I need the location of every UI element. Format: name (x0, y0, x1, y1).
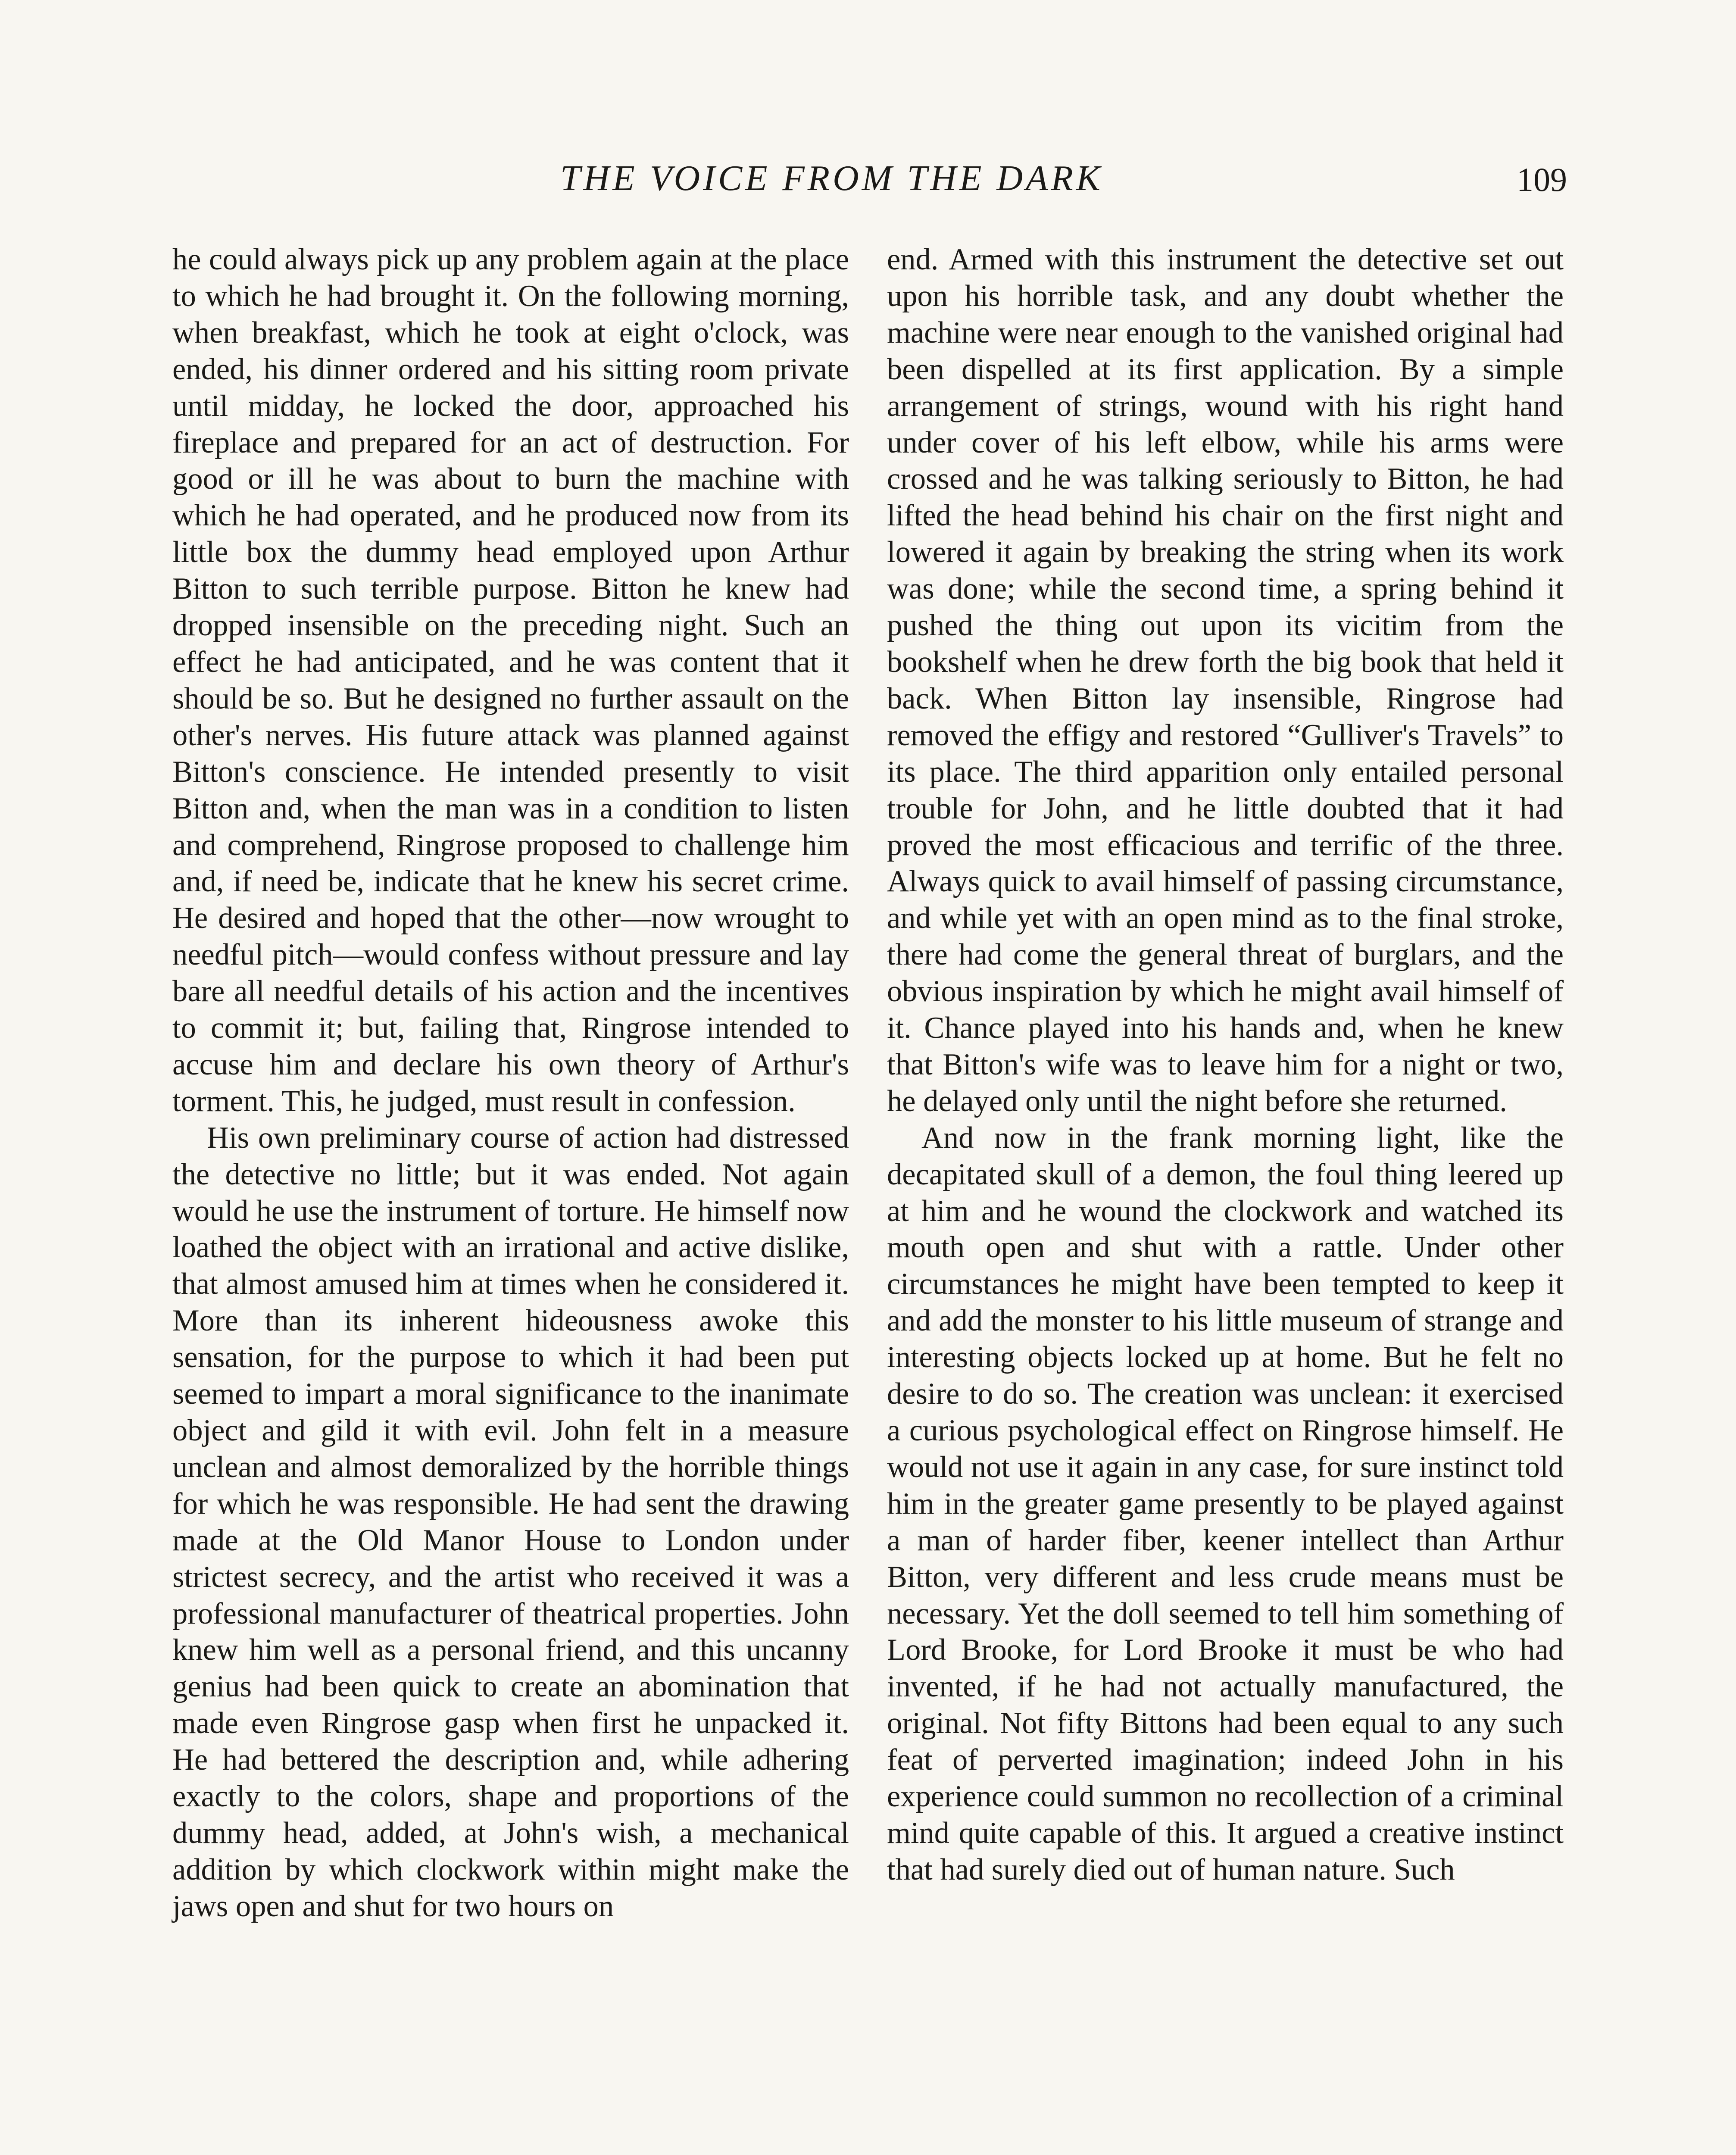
right-column (887, 241, 1564, 1888)
right-paragraph-1: end. Armed with this instrument the detective set out upon his horrible task, and any doubt whether the machine were near enough to the vanished original had been dispelled at its first application. By a simple arrangement of strings, wound with his right hand under cover of his left elbow, while his arms were crossed and he was talking seriously to Bitton, he had lifted the head behind his chair on the first night and lowered it again by breaking the string when its work was done; while the second time, a spring behind it pushed the thing out upon its vicitim from the bookshelf when he drew forth the big book that held it back. When Bitton lay insensible, Ringrose had removed the effigy and restored “Gulliver's Travels” to its place. The third apparition only entailed personal trouble for John, and he little doubted that it had proved the most efficacious and terrific of the three. Always quick to avail himself of passing circumstance, and while yet with an open mind as to the final stroke, there had come the general threat of burglars, and the obvious inspiration by which he might avail himself of it. Chance played into his hands and, when he knew that Bitton's wife was to leave him for a night or two, he delayed only until the night before she returned. (887, 243, 1564, 1118)
left-paragraph-2: His own preliminary course of action had distressed the detective no little; but it was ended. Not again would he use the instrument of torture. He himself now loathed the object with an irrational and active dislike, that almost amused him at times when he considered it. More than its inherent hideousness awoke this sensation, for the purpose to which it had been put seemed to impart a moral significance to the inanimate object and gild it with evil. John felt in a measure unclean and almost demoralized by the horrible things for which he was responsible. He had sent the drawing made at the Old Manor House to London under strictest secrecy, and the artist who received it was a professional manufacturer of theatrical properties. John knew him well as a personal friend, and this uncanny genius had been quick to create an abomination that made even Ringrose gasp when first he unpacked it. He had bettered the description and, while adhering exactly to the colors, shape and proportions of the dummy head, added, at John's wish, a mechanical addition by which clockwork within might make the jaws open and shut for two hours on (172, 1121, 849, 1923)
running-title: THE VOICE FROM THE DARK (560, 158, 1103, 198)
page-number: 109 (1517, 161, 1567, 198)
right-paragraph-2: And now in the frank morning light, like the decapitated skull of a demon, the foul thing leered up at him and he wound the clockwork and watched its mouth open and shut with a rattle. Under other circumstances he might have been tempted to keep it and add the monster to his little museum of strange and interesting objects locked up at home. But he felt no desire to do so. The creation was unclean: it exercised a curious psychological effect on Ringrose himself. He would not use it again in any case, for sure instinct told him in the greater game presently to be played against a man of harder fiber, keener intellect than Arthur Bitton, very different and less crude means must be necessary. Yet the doll seemed to tell him something of Lord Brooke, for Lord Brooke it must be who had invented, if he had not actually manufactured, the original. Not fifty Bittons had been equal to any such feat of perverted imagination; indeed John in his experience could summon no recollection of a criminal mind quite capable of this. It argued a creative instinct that had surely died out of human nature. Such (887, 1121, 1564, 1886)
left-paragraph-1: he could always pick up any problem again at the place to which he had brought it. On the following morning, when breakfast, which he took at eight o'clock, was ended, his dinner ordered and his sitting room private until midday, he locked the door, approached his fireplace and prepared for an act of destruction. For good or ill he was about to burn the machine with which he had operated, and he produced now from its little box the dummy head employed upon Arthur Bitton to such terrible purpose. Bitton he knew had dropped insensible on the preceding night. Such an effect he had anticipated, and he was content that it should be so. But he designed no further assault on the other's nerves. His future attack was planned against Bitton's conscience. He intended presently to visit Bitton and, when the man was in a condition to listen and comprehend, Ringrose proposed to challenge him and, if need be, indicate that he knew his secret crime. He desired and hoped that the other—now wrought to needful pitch—would confess without pressure and lay bare all needful details of his action and the incentives to commit it; but, failing that, Ringrose intended to accuse him and declare his own theory of Arthur's torment. This, he judged, must result in confession. (172, 243, 849, 1118)
left-column (172, 241, 849, 1925)
